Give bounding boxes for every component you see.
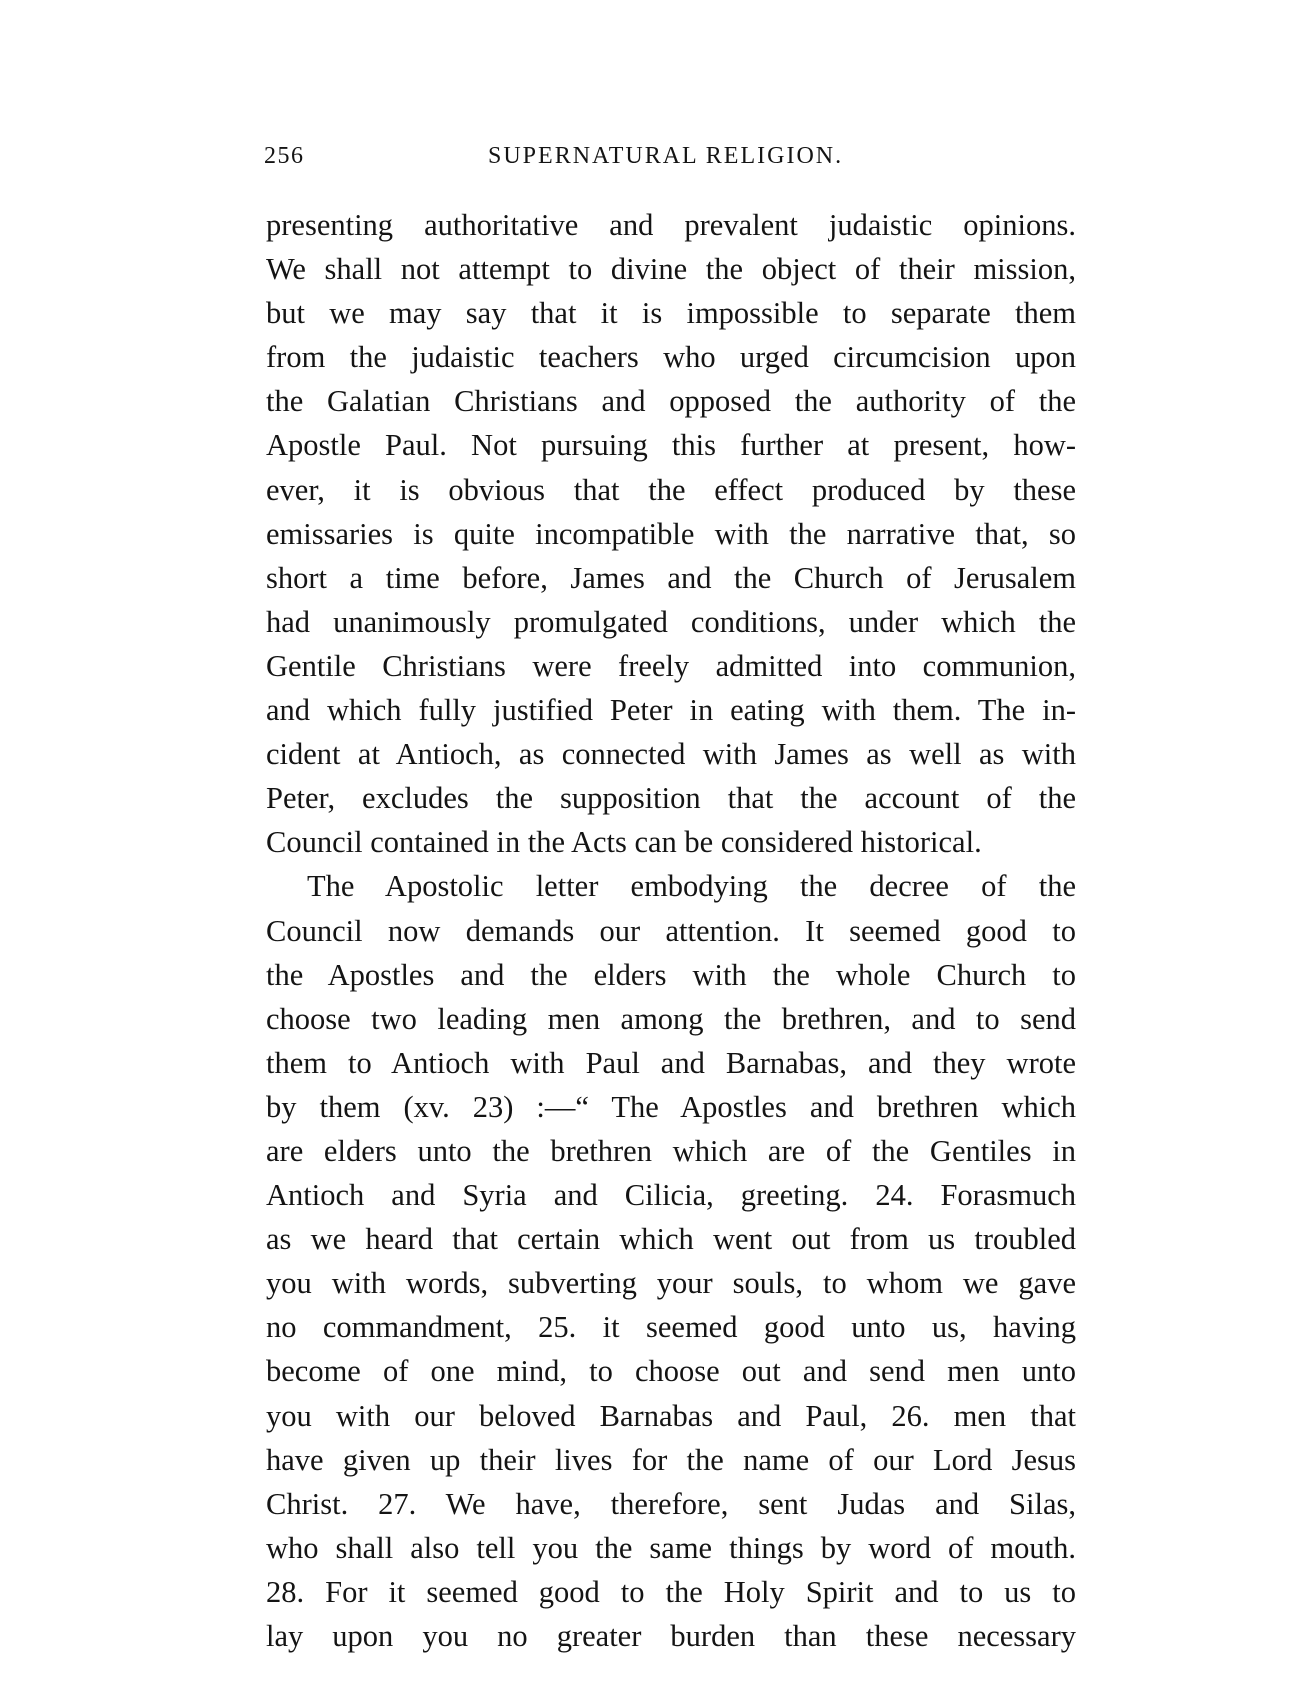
text-line: Antioch and Syria and Cilicia, greeting. 24. Forasmuch <box>266 1178 1076 1213</box>
text-line: Gentile Christians were freely admitted into communion, <box>266 648 1076 683</box>
text-line: from the judaistic teachers who urged circumcision upon <box>266 340 1076 375</box>
text-line: you with our beloved Barnabas and Paul, 26. men that <box>266 1398 1076 1433</box>
text-line: Apostle Paul. Not pursuing this further at present, how- <box>266 428 1076 463</box>
text-line: who shall also tell you the same things by word of mouth. <box>266 1530 1076 1565</box>
text-line: them to Antioch with Paul and Barnabas, and they wrote <box>266 1045 1076 1080</box>
text-line: had unanimously promulgated conditions, under which the <box>266 604 1076 639</box>
text-line: 28. For it seemed good to the Holy Spirit and to us to <box>266 1574 1076 1609</box>
text-line: the Galatian Christians and opposed the authority of the <box>266 384 1076 419</box>
running-title: SUPERNATURAL RELIGION. <box>488 143 844 169</box>
text-line: no commandment, 25. it seemed good unto us, having <box>266 1310 1076 1345</box>
text-line: have given up their lives for the name of our Lord Jesus <box>266 1442 1076 1477</box>
text-line: and which fully justified Peter in eating with them. The in- <box>266 693 1076 728</box>
text-line: choose two leading men among the brethren, and to send <box>266 1001 1076 1036</box>
text-line: Council now demands our attention. It seemed good to <box>266 913 1076 948</box>
running-head <box>264 143 1074 183</box>
text-line: cident at Antioch, as connected with James as well as with <box>266 737 1076 772</box>
text-line: Christ. 27. We have, therefore, sent Judas and Silas, <box>266 1486 1076 1521</box>
text-line: are elders unto the brethren which are of the Gentiles in <box>266 1133 1076 1168</box>
text-line: become of one mind, to choose out and send men unto <box>266 1354 1076 1389</box>
text-line: but we may say that it is impossible to separate them <box>266 296 1076 331</box>
text-line: emissaries is quite incompatible with the narrative that, so <box>266 516 1076 551</box>
text-line: presenting authoritative and prevalent judaistic opinions. <box>266 208 1076 242</box>
text-line: as we heard that certain which went out from us troubled <box>266 1222 1076 1257</box>
text-line: the Apostles and the elders with the whole Church to <box>266 957 1076 992</box>
text-line: you with words, subverting your souls, to whom we gave <box>266 1266 1076 1301</box>
paragraph-start-line: The Apostolic letter embodying the decree of the <box>307 869 1076 904</box>
paragraph-end-line: Council contained in the Acts can be considered historical. <box>266 825 982 860</box>
text-line: ever, it is obvious that the effect produced by these <box>266 472 1076 507</box>
text-line: Peter, excludes the supposition that the account of the <box>266 781 1076 816</box>
text-line: by them (xv. 23) :—“ The Apostles and brethren which <box>266 1089 1076 1124</box>
text-line: We shall not attempt to divine the object of their mission, <box>266 252 1076 287</box>
text-line: short a time before, James and the Church of Jerusalem <box>266 560 1076 595</box>
page-number: 256 <box>264 143 305 169</box>
text-line: lay upon you no greater burden than these necessary <box>266 1619 1076 1653</box>
body-text <box>266 203 1076 1658</box>
